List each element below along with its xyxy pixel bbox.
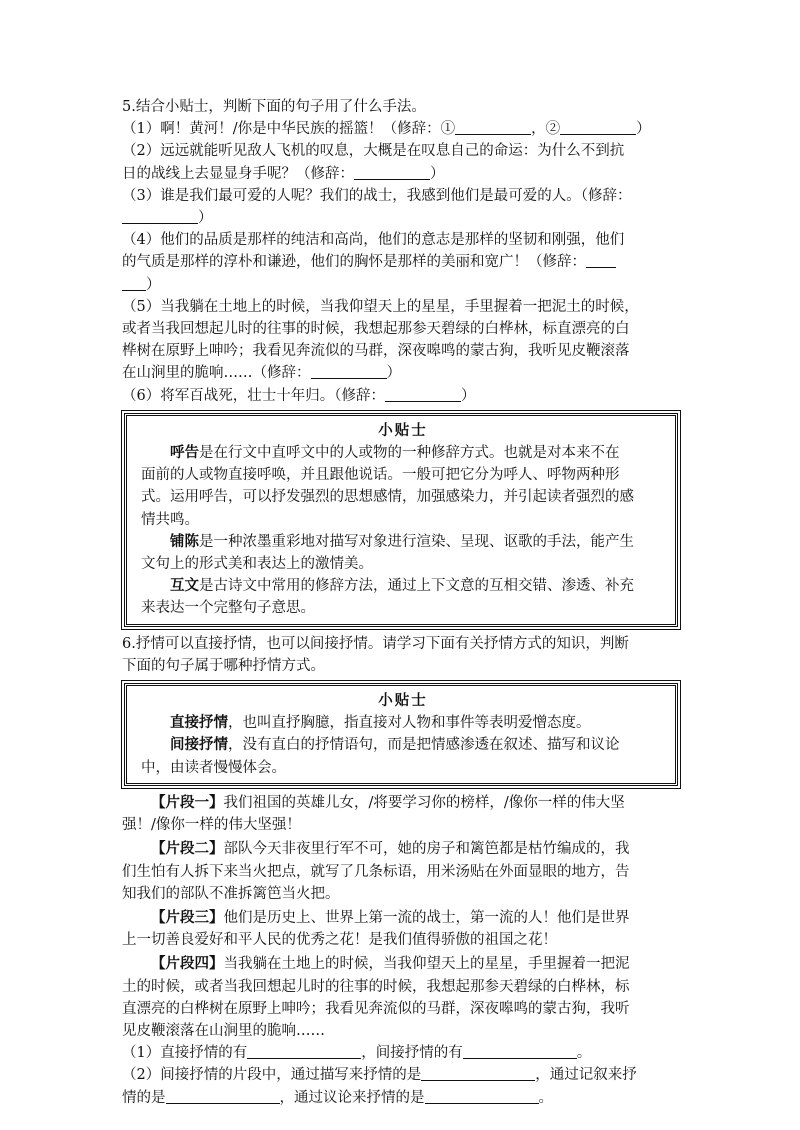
tip-paragraph-indirect: 间接抒情，没有直白的抒情语句，而是把情感渗透在叙述、描写和议论 中，由读者慢慢体会。: [141, 736, 620, 776]
tip-paragraph-hugao: 呼告是在行文中直呼文中的人或物的一种修辞方式。也就是对本来不在 面前的人或物直接呼唤，并且跟他说话。一般可把它分为呼人、呼物两种形 式。运用呼告，可以抒发强烈的思想感情，加强感染力，并引起读者强烈的感 情共鸣。: [141, 444, 634, 528]
tip-title: 小贴士: [378, 421, 428, 439]
answer-blank[interactable]: [385, 387, 461, 402]
tip-title: 小贴士: [378, 692, 428, 710]
q5-item-4: （4）他们的品质是那样的纯洁和高尚，他们的意志是那样的坚韧和刚强，他们 的气质是那样的淳朴和谦逊，他们的胸怀是那样的美丽和宽广！（修辞： ）: [122, 232, 625, 293]
tip-paragraph-puchen: 铺陈是一种浓墨重彩地对描写对象进行渲染、呈现、讴歌的手法，能产生 文句上的形式美和表达上的激情美。: [141, 532, 634, 573]
q6-sub-2: （2）间接抒情的片段中，通过描写来抒情的是 ，通过记叙来抒 情的是 ，通过议论来抒情的是 。: [122, 1067, 637, 1106]
answer-blank[interactable]: [425, 1089, 539, 1104]
tip-box-lyric: [124, 683, 678, 786]
answer-blank[interactable]: [455, 120, 531, 135]
tip-box-rhetoric: [124, 413, 678, 627]
tip-paragraph-direct: 直接抒情，也叫直抒胸臆，指直接对人物和事件等表明爱憎态度。: [170, 714, 591, 732]
tip-paragraph-huwen: 互文是古诗文中常用的修辞方法，通过上下文意的互相交错、渗透、补充 来表达一个完整句子意思。: [141, 577, 634, 617]
segment-3: 【片段三】他们是历史上、世界上第一流的战士，第一流的人！他们是世界 上一切善良爱好和平人民的优秀之花！是我们值得骄傲的祖国之花！: [122, 908, 630, 949]
segment-4: 【片段四】当我躺在土地上的时候，当我仰望天上的星星，手里握着一把泥 土的时候，或者当我回想起儿时的往事的时候，我想起那参天碧绿的白桦林，标 直漂亮的白桦树在原野上呻吟；我看见奔流似的马群，深夜嗥鸣的蒙古狗，我听 见皮鞭滚落在山涧里的脆响……: [122, 955, 630, 1039]
answer-blank[interactable]: [311, 364, 387, 379]
q6-sub-1: （1）直接抒情的有 ，间接抒情的有 。: [122, 1045, 592, 1062]
answer-blank[interactable]: [122, 276, 146, 291]
segment-1: 【片段一】我们祖国的英雄儿女，/将要学习你的榜样，/像你一样的伟大坚 强！/像你一样的伟大坚强！: [122, 793, 625, 834]
q5-item-6: （6）将军百战死，壮士十年归。（修辞： ）: [122, 387, 476, 404]
q5-item-1: （1）啊！黄河！/你是中华民族的摇篮！（修辞：① ，② ）: [122, 121, 651, 138]
q5-item-2: （2）远远就能听见敌人飞机的叹息，大概是在叹息自己的命运：为什么不到抗 日的战线上去显显身手呢？（修辞： ）: [122, 143, 625, 182]
q5-item-3: （3）谁是我们最可爱的人呢？我们的战士，我感到他们是最可爱的人。（修辞： ）: [122, 187, 632, 227]
answer-blank[interactable]: [586, 253, 616, 268]
answer-blank[interactable]: [354, 165, 430, 180]
answer-blank[interactable]: [166, 1089, 280, 1104]
segment-2: 【片段二】部队今天非夜里行军不可，她的房子和篱笆都是枯竹编成的，我 们生怕有人拆下来当火把点，就写了几条标语，用米汤贴在外面显眼的地方，告 知我们的部队不准拆篱笆当火把。: [122, 840, 630, 902]
worksheet-page: [122, 96, 682, 1109]
answer-blank[interactable]: [247, 1044, 361, 1059]
answer-blank[interactable]: [463, 1044, 577, 1059]
q5-item-5: （5）当我躺在土地上的时候，当我仰望天上的星星，手里握着一把泥土的时候， 或者当我回想起儿时的往事的时候，我想起那参天碧绿的白桦林，标直漂亮的白 桦树在原野上呻吟；我看见奔流似的马群，深夜嗥鸣的蒙古狗，我听见皮鞭滚落 在山涧里的脆响……（修辞： ）: [122, 298, 639, 382]
q6-title: 6.抒情可以直接抒情，也可以间接抒情。请学习下面有关抒情方式的知识，判断 下面的句子属于哪种抒情方式。: [122, 635, 629, 674]
answer-blank[interactable]: [421, 1066, 535, 1081]
answer-blank[interactable]: [122, 209, 198, 224]
q5-title: 5.结合小贴士，判断下面的句子用了什么手法。: [122, 99, 426, 115]
answer-blank[interactable]: [560, 120, 636, 135]
